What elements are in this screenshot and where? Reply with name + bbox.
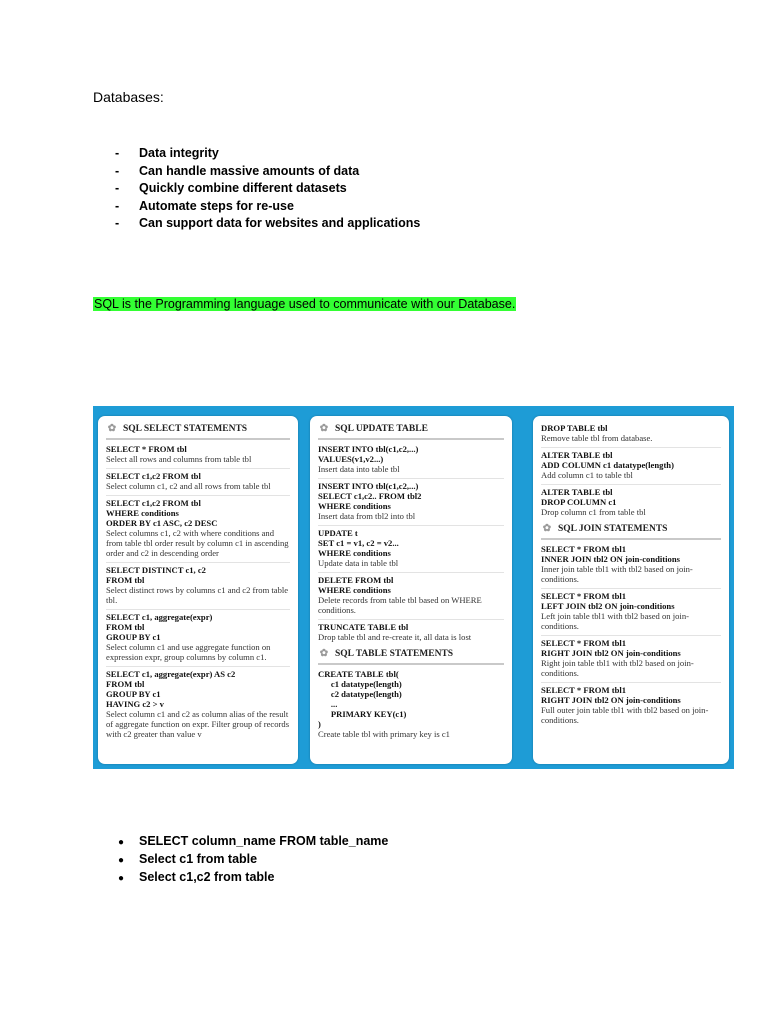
sql-code: SELECT c1, aggregate(expr) FROM tbl GROUP BY c1	[106, 612, 213, 642]
sql-description: Select column c1 and use aggregate function on expression expr, group columns by column c1.	[106, 642, 271, 662]
sql-code: UPDATE t SET c1 = v1, c2 = v2... WHERE conditions	[318, 528, 399, 558]
sql-code: CREATE TABLE tbl( c1 datatype(length) c2 datatype(length) ... PRIMARY KEY(c1) )	[318, 669, 407, 729]
section-title-text: SQL TABLE STATEMENTS	[335, 649, 454, 659]
sql-description: Add column c1 to table tbl	[541, 470, 633, 480]
section-title-text: SQL UPDATE TABLE	[335, 424, 428, 434]
sql-code: ALTER TABLE tbl DROP COLUMN c1	[541, 487, 617, 507]
sql-description: Right join table tbl1 with tbl2 based on join-conditions.	[541, 658, 694, 678]
benefits-list	[115, 146, 420, 234]
dash-marker: -	[115, 216, 120, 230]
sql-code: INSERT INTO tbl(c1,c2,...) SELECT c1,c2.. FROM tbl2 WHERE conditions	[318, 481, 422, 511]
dash-marker: -	[115, 146, 120, 160]
cheatsheet-entry	[318, 620, 504, 646]
list-item-text: Select c1 from table	[139, 852, 258, 866]
cheatsheet-entry	[318, 442, 504, 479]
sql-description: Insert data into table tbl	[318, 464, 400, 474]
cheatsheet-entry	[106, 469, 290, 496]
sql-description: Create table tbl with primary key is c1	[318, 729, 450, 739]
list-item-text: Select c1,c2 from table	[139, 870, 275, 884]
bullet-marker: ●	[118, 837, 125, 848]
section-title	[541, 521, 721, 540]
cheatsheet-entry	[541, 683, 721, 729]
sql-description: Select all rows and columns from table tbl	[106, 454, 252, 464]
list-item-text: Can support data for websites and applications	[139, 216, 421, 230]
highlighted-sentence: SQL is the Programming language used to communicate with our Database.	[94, 297, 516, 311]
sql-code: SELECT c1,c2 FROM tbl	[106, 471, 201, 481]
sql-code: SELECT DISTINCT c1, c2 FROM tbl	[106, 565, 206, 585]
sql-code: SELECT * FROM tbl1 RIGHT JOIN tbl2 ON join-conditions	[541, 685, 681, 705]
list-item-text: Data integrity	[139, 146, 219, 160]
cheatsheet-entry	[541, 421, 721, 448]
sql-description: Select column c1, c2 and all rows from table tbl	[106, 481, 271, 491]
sql-code: SELECT c1, aggregate(expr) AS c2 FROM tbl GROUP BY c1 HAVING c2 > v	[106, 669, 236, 709]
gear-icon: ✿	[542, 523, 552, 534]
sql-description: Select columns c1, c2 with where conditions and from table tbl order result by column c1 in ascending order and c2 in descending order	[106, 528, 289, 558]
list-item	[115, 181, 420, 199]
cheatsheet-entry	[541, 485, 721, 521]
dash-marker: -	[115, 163, 120, 178]
cheatsheet-entry	[106, 667, 290, 743]
cheatsheet-entry	[318, 667, 504, 743]
cheatsheet-entry	[106, 496, 290, 563]
sql-description: Drop column c1 from table tbl	[541, 507, 646, 517]
gear-icon: ✿	[107, 423, 117, 434]
list-item	[118, 870, 388, 888]
section-title-text: SQL JOIN STATEMENTS	[558, 524, 668, 534]
sql-description: Inner join table tbl1 with tbl2 based on join-conditions.	[541, 564, 693, 584]
sql-code: TRUNCATE TABLE tbl	[318, 622, 409, 632]
entry-list	[541, 542, 721, 729]
select-panel	[98, 416, 298, 764]
cheatsheet-entry	[318, 573, 504, 620]
sql-description: Drop table tbl and re-create it, all data is lost	[318, 632, 472, 642]
sql-code: INSERT INTO tbl(c1,c2,...) VALUES(v1,v2...)	[318, 444, 419, 464]
list-item-text: Automate steps for re-use	[139, 198, 294, 213]
sql-code: SELECT c1,c2 FROM tbl WHERE conditions ORDER BY c1 ASC, c2 DESC	[106, 498, 218, 528]
heading: Databases:	[93, 89, 164, 105]
list-item	[115, 216, 420, 234]
dash-marker: -	[115, 198, 120, 213]
sql-code: DELETE FROM tbl WHERE conditions	[318, 575, 394, 595]
sql-description: Left join table tbl1 with tbl2 based on join-conditions.	[541, 611, 689, 631]
sql-description: Delete records from table tbl based on WHERE conditions.	[318, 595, 482, 615]
sql-description: Select distinct rows by columns c1 and c2 from table tbl.	[106, 585, 289, 605]
bullet-marker: ●	[118, 855, 125, 866]
sql-description: Remove table tbl from database.	[541, 433, 653, 443]
sql-code: SELECT * FROM tbl	[106, 444, 187, 454]
sql-description: Full outer join table tbl1 with tbl2 based on join-conditions.	[541, 705, 709, 725]
list-item	[118, 834, 388, 852]
list-item	[118, 852, 388, 870]
sql-description: Select column c1 and c2 as column alias of the result of aggregate function on expr. Filter group of records with c2 greater than value v	[106, 709, 290, 739]
sql-code: DROP TABLE tbl	[541, 423, 608, 433]
list-item-text: Quickly combine different datasets	[139, 181, 347, 195]
dash-marker: -	[115, 181, 120, 195]
sql-code: ALTER TABLE tbl ADD COLUMN c1 datatype(length)	[541, 450, 674, 470]
section-title	[318, 646, 504, 665]
list-item-text: Can handle massive amounts of data	[139, 163, 360, 178]
gear-icon: ✿	[319, 423, 329, 434]
cheatsheet-entry	[541, 589, 721, 636]
cheatsheet-entry	[318, 526, 504, 573]
section-title	[106, 421, 290, 440]
sql-description: Insert data from tbl2 into tbl	[318, 511, 416, 521]
alter-join-panel	[533, 416, 729, 764]
cheatsheet-entry	[541, 636, 721, 683]
cheatsheet-entry	[106, 442, 290, 469]
sql-code: SELECT * FROM tbl1 RIGHT JOIN tbl2 ON join-conditions	[541, 638, 681, 658]
cheatsheet-entry	[318, 479, 504, 526]
sql-description: Update data in table tbl	[318, 558, 399, 568]
sql-cheatsheet-image	[93, 406, 734, 769]
entry-list	[318, 442, 504, 646]
entry-list	[318, 667, 504, 743]
cheatsheet-entry	[106, 563, 290, 610]
cheatsheet-entry	[541, 448, 721, 485]
section-title-text: SQL SELECT STATEMENTS	[123, 424, 248, 434]
section-title	[318, 421, 504, 440]
bullet-marker: ●	[118, 873, 125, 884]
entry-list	[541, 421, 721, 521]
list-item-text: SELECT column_name FROM table_name	[139, 834, 389, 848]
list-item	[115, 199, 420, 217]
gear-icon: ✿	[319, 648, 329, 659]
list-item	[115, 146, 420, 164]
sql-code: SELECT * FROM tbl1 INNER JOIN tbl2 ON join-conditions	[541, 544, 680, 564]
list-item	[115, 164, 420, 182]
update-panel	[310, 416, 512, 764]
example-queries-list	[118, 834, 388, 888]
cheatsheet-entry	[541, 542, 721, 589]
cheatsheet-entry	[106, 610, 290, 667]
sql-code: SELECT * FROM tbl1 LEFT JOIN tbl2 ON join-conditions	[541, 591, 675, 611]
entry-list	[106, 442, 290, 743]
